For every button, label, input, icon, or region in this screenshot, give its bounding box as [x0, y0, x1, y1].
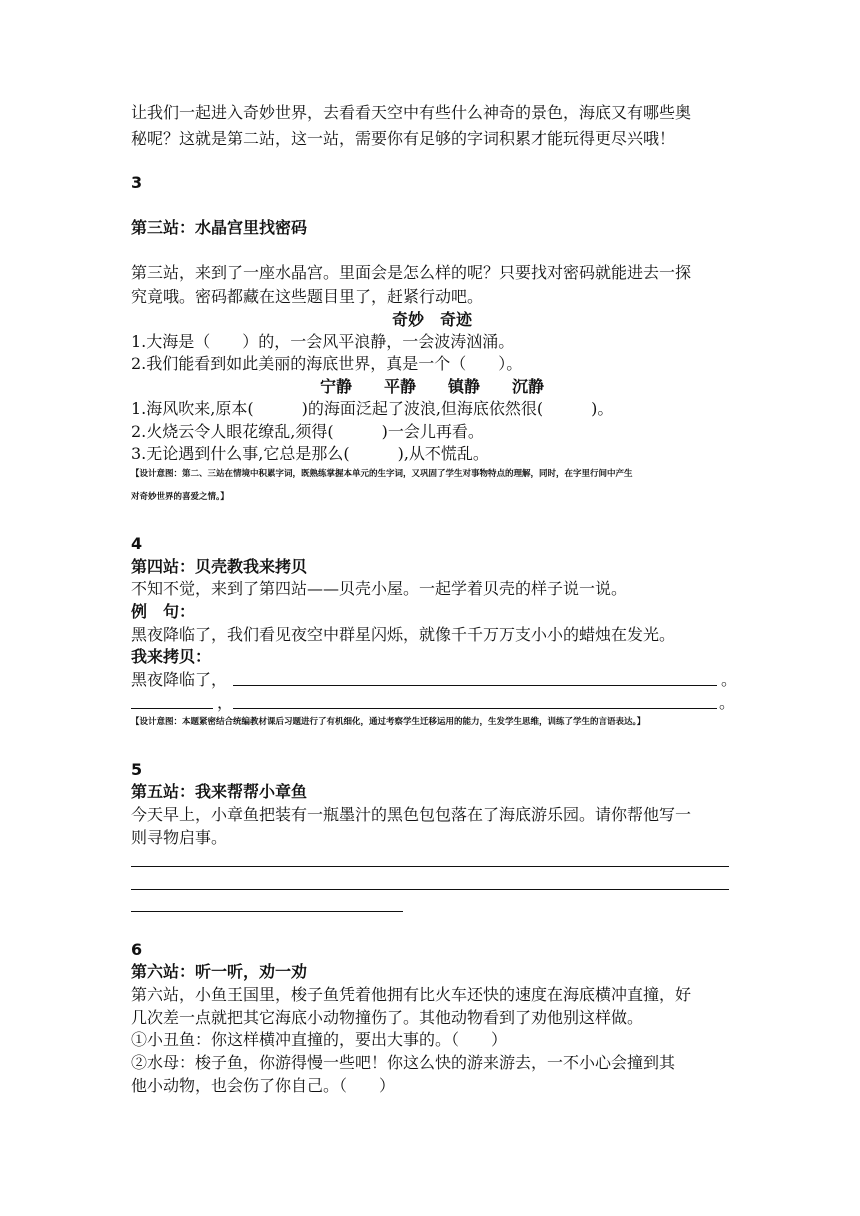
- station-3-title: 第三站：水晶宫里找密码: [131, 218, 308, 237]
- design-note-1-line-1: 【设计意图：第二、三站在情境中积累字词，既熟练掌握本单元的生字词，又巩固了学生对事物特点的理解，同时，在字里行间中产生: [131, 469, 633, 479]
- writing-line-1[interactable]: [131, 866, 729, 867]
- answer-blank-1[interactable]: [233, 685, 717, 686]
- answer-blank-3[interactable]: [233, 708, 717, 709]
- example-label: 例 句：: [131, 602, 196, 621]
- period-2: 。: [719, 693, 736, 712]
- section-number-3: 3: [131, 173, 143, 192]
- option-2-line-1: ②水母：梭子鱼，你游得慢一些吧！你这么快的游来游去，一不小心会撞到其: [131, 1053, 676, 1072]
- word-bank-2: 宁静 平静 镇静 沉静: [319, 377, 544, 396]
- design-note-2: 【设计意图：本题紧密结合统编教材课后习题进行了有机细化，通过考察学生迁移运用的能力，生发学生思维，训练了学生的言语表达。】: [131, 717, 646, 727]
- station-5-title: 第五站：我来帮帮小章鱼: [131, 782, 308, 801]
- station-4-title: 第四站：贝壳教我来拷贝: [131, 557, 308, 576]
- writing-line-2[interactable]: [131, 889, 729, 890]
- question-2: 2.我们能看到如此美丽的海底世界，真是一个（ ）。: [131, 354, 523, 373]
- section-number-4: 4: [131, 534, 143, 553]
- station-6-title: 第六站：听一听，劝一劝: [131, 962, 308, 981]
- section-number-6: 6: [131, 940, 143, 959]
- design-note-1-line-2: 对奇妙世界的喜爱之情。】: [131, 492, 229, 502]
- question-3: 1.海风吹来,原本( )的海面泛起了波浪,但海底依然很( )。: [131, 399, 614, 418]
- station-5-paragraph-2: 则寻物启事。: [131, 828, 228, 847]
- station-6-paragraph-2: 几次差一点就把其它海底小动物撞伤了。其他动物看到了劝他别这样做。: [131, 1008, 644, 1027]
- option-1: ①小丑鱼：你这样横冲直撞的，要出大事的。（ ）: [131, 1030, 508, 1049]
- writing-line-3[interactable]: [131, 911, 403, 912]
- copy-label: 我来拷贝：: [131, 647, 212, 666]
- station-3-paragraph-1: 第三站，来到了一座水晶宫。里面会是怎么样的呢？只要找对密码就能进去一探: [131, 263, 692, 282]
- station-3-paragraph-2: 究竟哦。密码都藏在这些题目里了，赶紧行动吧。: [131, 287, 484, 306]
- option-2-line-2: 他小动物，也会伤了你自己。（ ）: [131, 1076, 396, 1095]
- intro-line-1: 让我们一起进入奇妙世界，去看看天空中有些什么神奇的景色，海底又有哪些奥: [131, 103, 692, 122]
- station-6-paragraph-1: 第六站，小鱼王国里，梭子鱼凭着他拥有比火车还快的速度在海底横冲直撞，好: [131, 985, 692, 1004]
- example-sentence: 黑夜降临了，我们看见夜空中群星闪烁，就像千千万万支小小的蜡烛在发光。: [131, 625, 676, 644]
- intro-line-2: 秘呢？这就是第二站，这一站，需要你有足够的字词积累才能玩得更尽兴哦！: [131, 129, 676, 148]
- comma: ，: [217, 693, 234, 712]
- question-1: 1.大海是（ ）的，一会风平浪静，一会波涛汹涌。: [131, 332, 515, 351]
- section-number-5: 5: [131, 760, 143, 779]
- question-4: 2.火烧云令人眼花缭乱,须得( )一会儿再看。: [131, 422, 484, 441]
- period-1: 。: [721, 670, 738, 689]
- question-5: 3.无论遇到什么事,它总是那么( ),从不慌乱。: [131, 444, 489, 463]
- station-5-paragraph-1: 今天早上，小章鱼把装有一瓶墨汁的黑色包包落在了海底游乐园。请你帮他写一: [131, 805, 692, 824]
- copy-sentence-start: 黑夜降临了，: [131, 670, 228, 689]
- answer-blank-2[interactable]: [131, 708, 213, 709]
- station-4-paragraph: 不知不觉，来到了第四站——贝壳小屋。一起学着贝壳的样子说一说。: [131, 579, 628, 598]
- word-bank-1: 奇妙 奇迹: [391, 310, 472, 329]
